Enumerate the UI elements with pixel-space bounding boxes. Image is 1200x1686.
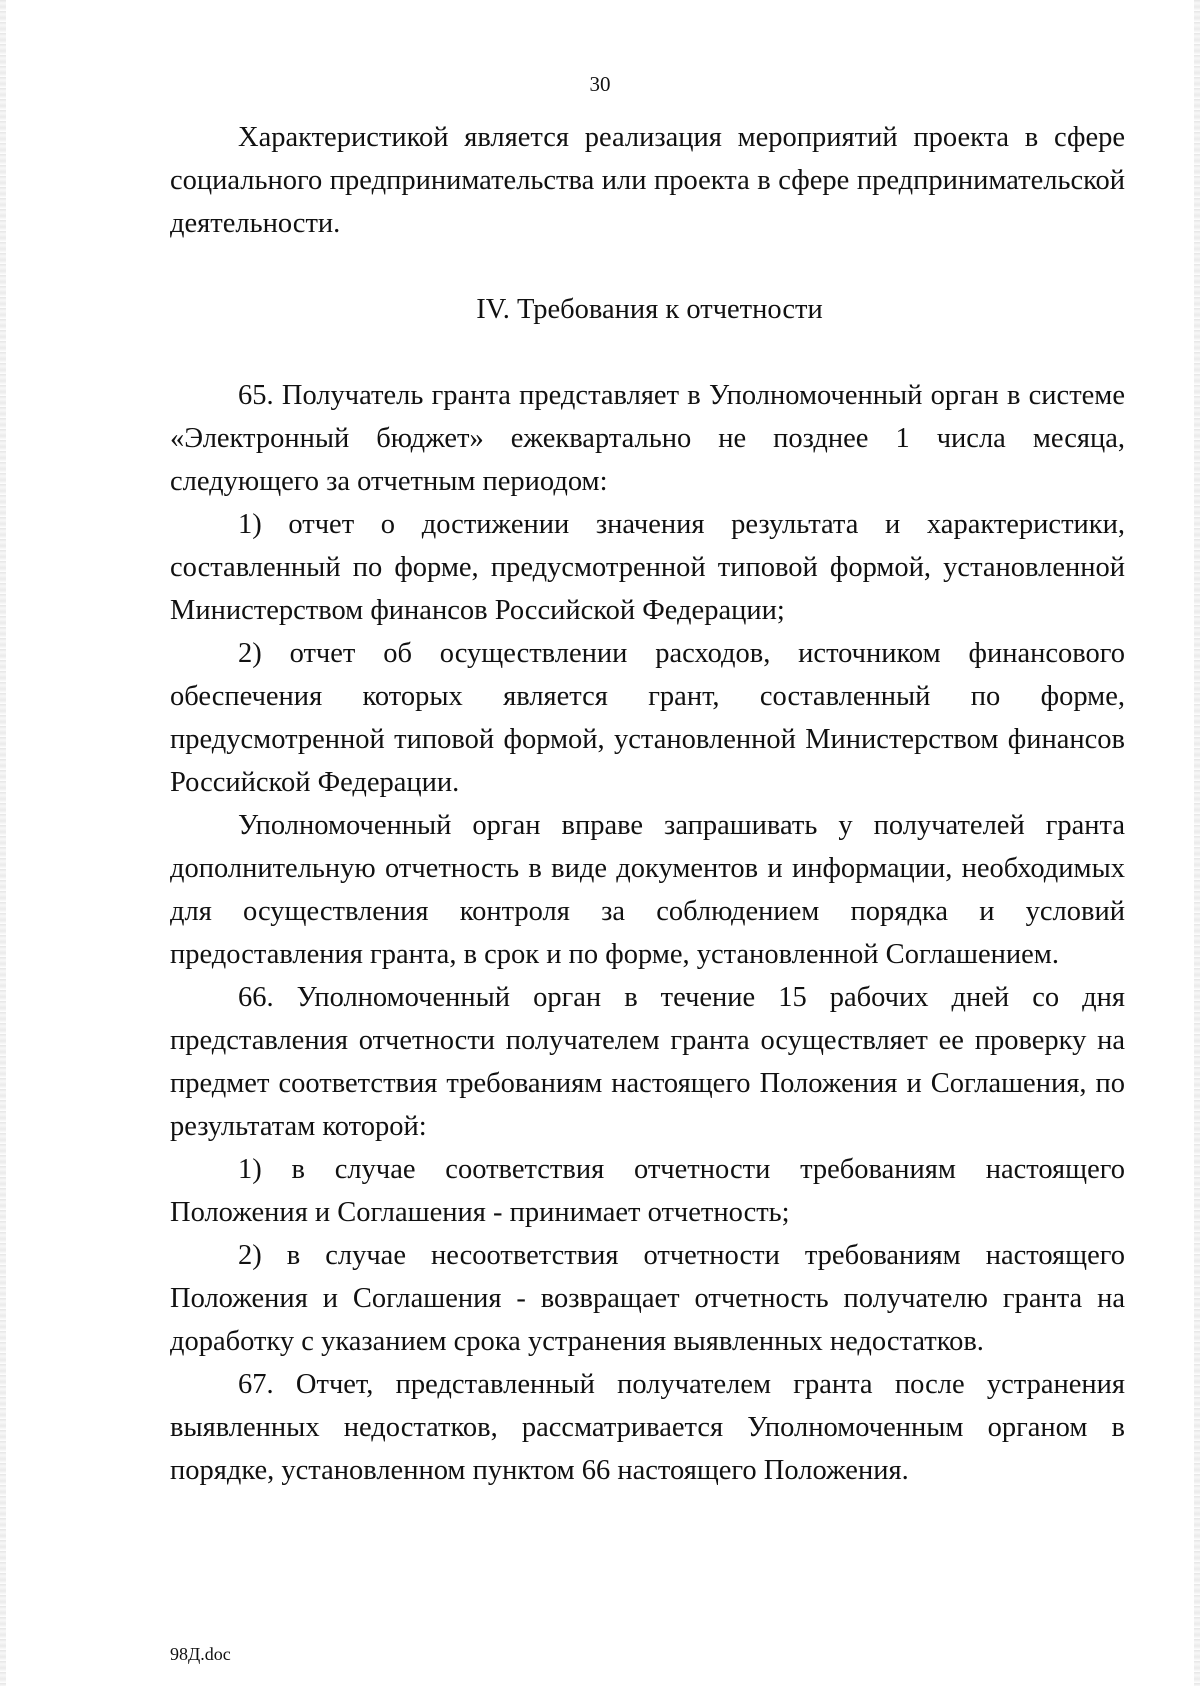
page-number: 30 <box>589 72 611 96</box>
paragraph-67: 67. Отчет, представленный получателем гранта после устранения выявленных недостатков, рассматривается Уполномоченным органом в порядке, установленном пунктом 66 настоящего Положения. <box>170 1369 1125 1486</box>
scan-edge-right <box>1194 0 1200 1686</box>
paragraph-65-item-2: 2) отчет об осуществлении расходов, источником финансового обеспечения которых является грант, составленный по форме, предусмотренной типовой формой, установленной Министерством финансов Российской Федерации. <box>170 638 1125 798</box>
paragraph-66: 66. Уполномоченный орган в течение 15 рабочих дней со дня представления отчетности получателем гранта осуществляет ее проверку на предмет соответствия требованиям настоящего Положения и Соглашения, по результатам которой: <box>170 982 1125 1142</box>
document-body <box>170 116 1125 1492</box>
paragraph-65-item-1: 1) отчет о достижении значения результата и характеристики, составленный по форме, предусмотренной типовой формой, установленной Министерством финансов Российской Федерации; <box>170 509 1125 626</box>
scan-edge-left <box>0 0 6 1686</box>
paragraph-additional-reporting: Уполномоченный орган вправе запрашивать у получателей гранта дополнительную отчетность в виде документов и информации, необходимых для осуществления контроля за соблюдением порядка и условий предоставления гранта, в срок и по форме, установленной Соглашением. <box>170 810 1125 970</box>
file-name-footer: 98Д.doc <box>170 1644 231 1664</box>
spacer <box>170 331 1125 374</box>
spacer <box>170 245 1125 288</box>
paragraph-66-item-2: 2) в случае несоответствия отчетности требованиям настоящего Положения и Соглашения - возвращает отчетность получателю гранта на доработку с указанием срока устранения выявленных недостатков. <box>170 1240 1125 1357</box>
section-heading: IV. Требования к отчетности <box>476 294 823 325</box>
intro-paragraph: Характеристикой является реализация мероприятий проекта в сфере социального предпринимательства или проекта в сфере предпринимательской деятельности. <box>170 122 1125 239</box>
paragraph-65: 65. Получатель гранта представляет в Уполномоченный орган в системе «Электронный бюджет» ежеквартально не позднее 1 числа месяца, следующего за отчетным периодом: <box>170 380 1125 497</box>
paragraph-66-item-1: 1) в случае соответствия отчетности требованиям настоящего Положения и Соглашения - принимает отчетность; <box>170 1154 1125 1228</box>
